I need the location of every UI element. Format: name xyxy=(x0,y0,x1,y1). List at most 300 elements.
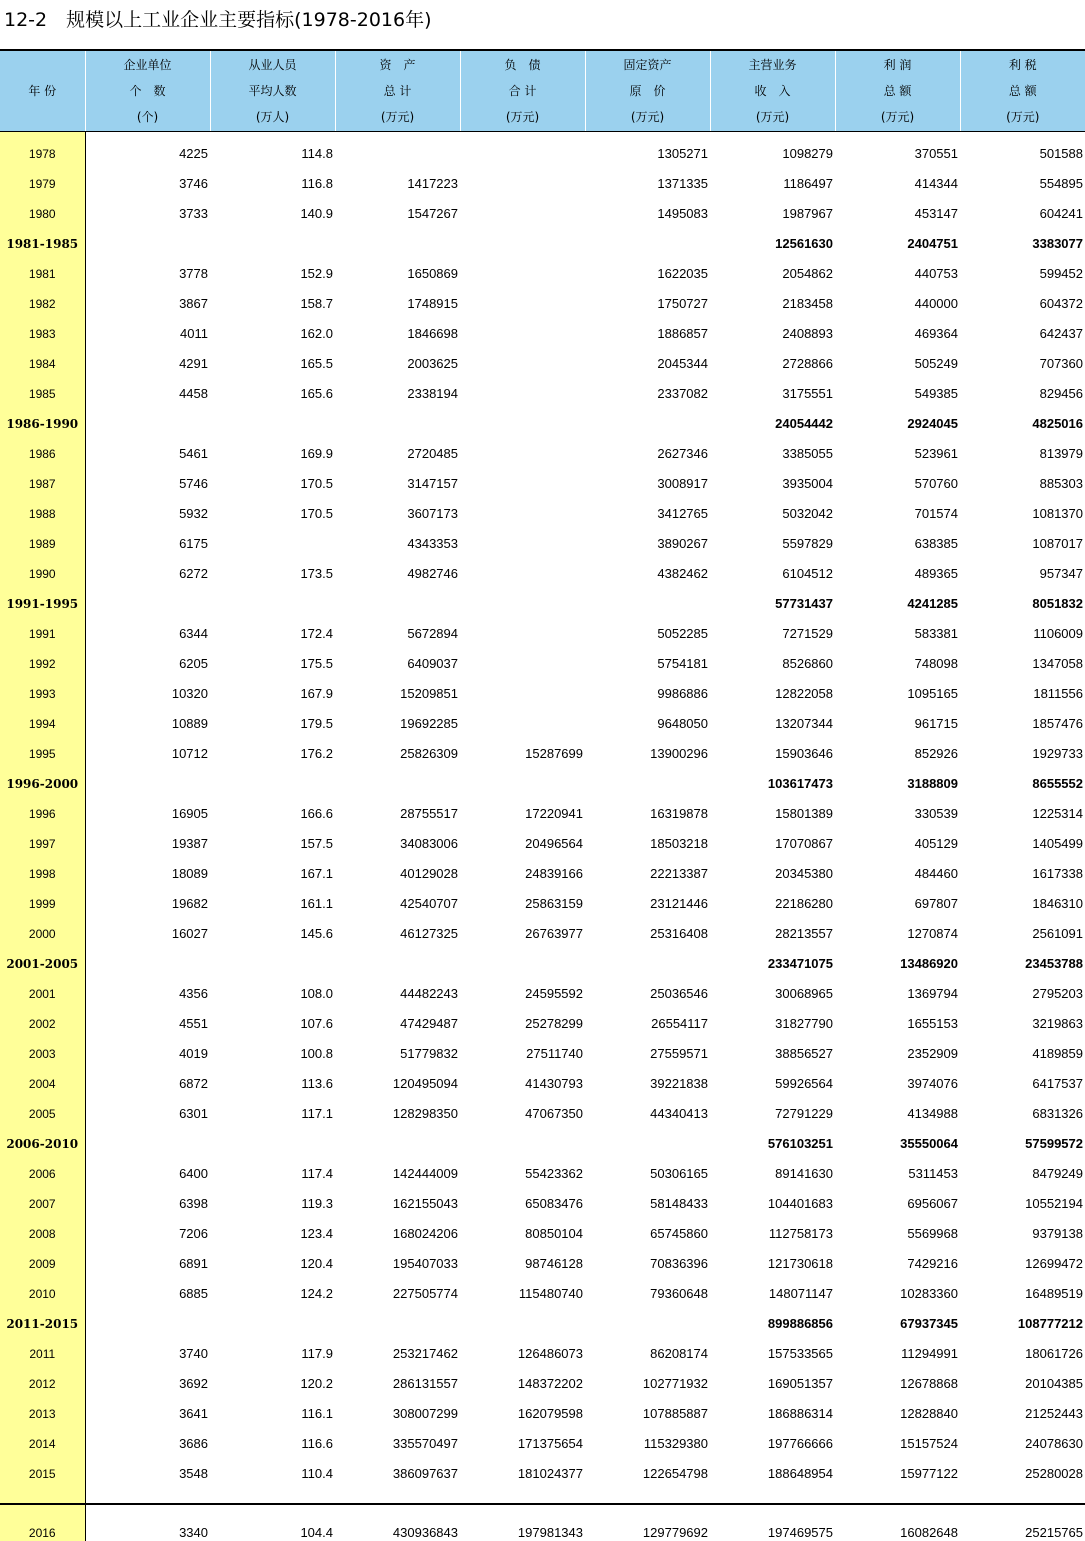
cell-fixed-assets: 2045344 xyxy=(585,342,710,372)
cell-enterprise-count: 3778 xyxy=(85,252,210,282)
cell-year: 2015 xyxy=(0,1452,85,1482)
cell-total-liabilities xyxy=(460,432,585,462)
cell-fixed-assets xyxy=(585,1122,710,1152)
table-row xyxy=(0,252,1085,282)
cell-profit-tax: 20104385 xyxy=(960,1362,1085,1392)
cell-total-liabilities xyxy=(460,342,585,372)
cell-fixed-assets: 4382462 xyxy=(585,552,710,582)
header-fixed-assets-line1: 固定资产 xyxy=(586,52,710,78)
cell-total-profit: 570760 xyxy=(835,462,960,492)
cell-employees: 107.6 xyxy=(210,1002,335,1032)
cell-total-assets: 335570497 xyxy=(335,1422,460,1452)
cell-fixed-assets: 1750727 xyxy=(585,282,710,312)
table-row xyxy=(0,1032,1085,1062)
cell-total-profit: 12828840 xyxy=(835,1392,960,1422)
cell-year: 1982 xyxy=(0,282,85,312)
table-row xyxy=(0,1422,1085,1452)
cell-total-assets: 142444009 xyxy=(335,1152,460,1182)
cell-total-profit: 484460 xyxy=(835,852,960,882)
cell-main-revenue: 28213557 xyxy=(710,912,835,942)
cell-fixed-assets: 44340413 xyxy=(585,1092,710,1122)
cell-enterprise-count: 6175 xyxy=(85,522,210,552)
cell-employees: 116.8 xyxy=(210,162,335,192)
cell-enterprise-count: 5932 xyxy=(85,492,210,522)
cell-total-assets: 1547267 xyxy=(335,192,460,222)
cell-fixed-assets: 22213387 xyxy=(585,852,710,882)
cell-main-revenue: 157533565 xyxy=(710,1332,835,1362)
cell-main-revenue: 104401683 xyxy=(710,1182,835,1212)
cell-total-assets: 120495094 xyxy=(335,1062,460,1092)
cell-fixed-assets: 58148433 xyxy=(585,1182,710,1212)
cell-employees: 169.9 xyxy=(210,432,335,462)
header-fixed-assets-line2: 原 价 xyxy=(586,78,710,104)
cell-fixed-assets: 2337082 xyxy=(585,372,710,402)
cell-fixed-assets: 115329380 xyxy=(585,1422,710,1452)
cell-main-revenue: 169051357 xyxy=(710,1362,835,1392)
header-total-profit xyxy=(835,51,960,131)
cell-total-liabilities: 148372202 xyxy=(460,1362,585,1392)
cell-employees: 172.4 xyxy=(210,612,335,642)
cell-profit-tax: 829456 xyxy=(960,372,1085,402)
table-row xyxy=(0,462,1085,492)
cell-year: 2008 xyxy=(0,1212,85,1242)
cell-employees xyxy=(210,522,335,552)
cell-year: 2002 xyxy=(0,1002,85,1032)
header-enterprise-count-line3: (个) xyxy=(86,104,210,130)
cell-employees: 110.4 xyxy=(210,1452,335,1482)
cell-profit-tax: 1405499 xyxy=(960,822,1085,852)
cell-enterprise-count: 4551 xyxy=(85,1002,210,1032)
cell-fixed-assets: 18503218 xyxy=(585,822,710,852)
cell-main-revenue: 1186497 xyxy=(710,162,835,192)
cell-profit-tax: 18061726 xyxy=(960,1332,1085,1362)
cell-year: 2001 xyxy=(0,972,85,1002)
cell-total-assets: 15209851 xyxy=(335,672,460,702)
cell-main-revenue: 3935004 xyxy=(710,462,835,492)
cell-main-revenue: 103617473 xyxy=(710,762,835,792)
cell-main-revenue: 197766666 xyxy=(710,1422,835,1452)
cell-year: 1978 xyxy=(0,131,85,162)
cell-total-profit: 1095165 xyxy=(835,672,960,702)
table-row xyxy=(0,912,1085,942)
cell-total-liabilities: 25278299 xyxy=(460,1002,585,1032)
cell-main-revenue: 121730618 xyxy=(710,1242,835,1272)
cell-profit-tax: 1087017 xyxy=(960,522,1085,552)
cell-fixed-assets: 1371335 xyxy=(585,162,710,192)
table-group-row xyxy=(0,402,1085,432)
cell-total-profit xyxy=(835,1482,960,1511)
cell-fixed-assets: 39221838 xyxy=(585,1062,710,1092)
cell-total-assets: 253217462 xyxy=(335,1332,460,1362)
cell-year: 2004 xyxy=(0,1062,85,1092)
header-total-profit-line3: (万元) xyxy=(836,104,960,130)
cell-year: 2006-2010 xyxy=(0,1122,85,1152)
table-header xyxy=(0,51,1085,131)
cell-total-profit: 4241285 xyxy=(835,582,960,612)
cell-main-revenue: 15801389 xyxy=(710,792,835,822)
cell-total-liabilities xyxy=(460,162,585,192)
cell-enterprise-count: 10712 xyxy=(85,732,210,762)
cell-year: 1991-1995 xyxy=(0,582,85,612)
header-main-revenue xyxy=(710,51,835,131)
cell-main-revenue: 2408893 xyxy=(710,312,835,342)
cell-total-liabilities xyxy=(460,702,585,732)
cell-total-profit: 13486920 xyxy=(835,942,960,972)
cell-total-profit: 638385 xyxy=(835,522,960,552)
cell-profit-tax: 4825016 xyxy=(960,402,1085,432)
header-profit-tax-line2: 总 额 xyxy=(961,78,1085,104)
cell-profit-tax: 25280028 xyxy=(960,1452,1085,1482)
cell-total-assets xyxy=(335,222,460,252)
cell-total-assets: 1417223 xyxy=(335,162,460,192)
cell-fixed-assets xyxy=(585,1482,710,1511)
cell-main-revenue: 2728866 xyxy=(710,342,835,372)
cell-total-liabilities xyxy=(460,192,585,222)
cell-fixed-assets: 1622035 xyxy=(585,252,710,282)
header-total-profit-line1: 利 润 xyxy=(836,52,960,78)
cell-enterprise-count: 10889 xyxy=(85,702,210,732)
header-enterprise-count-line1: 企业单位 xyxy=(86,52,210,78)
cell-total-assets: 286131557 xyxy=(335,1362,460,1392)
cell-total-profit: 440753 xyxy=(835,252,960,282)
table-row xyxy=(0,702,1085,732)
cell-total-profit: 414344 xyxy=(835,162,960,192)
cell-total-liabilities: 55423362 xyxy=(460,1152,585,1182)
cell-profit-tax: 8479249 xyxy=(960,1152,1085,1182)
cell-total-assets: 47429487 xyxy=(335,1002,460,1032)
cell-total-profit: 67937345 xyxy=(835,1302,960,1332)
cell-fixed-assets: 122654798 xyxy=(585,1452,710,1482)
cell-enterprise-count: 3548 xyxy=(85,1452,210,1482)
header-employees-line3: (万人) xyxy=(211,104,335,130)
cell-total-profit: 4134988 xyxy=(835,1092,960,1122)
table-row xyxy=(0,672,1085,702)
cell-total-assets: 308007299 xyxy=(335,1392,460,1422)
cell-total-liabilities: 15287699 xyxy=(460,732,585,762)
cell-employees: 165.6 xyxy=(210,372,335,402)
cell-fixed-assets xyxy=(585,1302,710,1332)
cell-year: 2012 xyxy=(0,1362,85,1392)
cell-total-profit: 370551 xyxy=(835,131,960,162)
cell-year: 2001-2005 xyxy=(0,942,85,972)
cell-employees: 145.6 xyxy=(210,912,335,942)
cell-profit-tax: 599452 xyxy=(960,252,1085,282)
cell-total-profit: 2352909 xyxy=(835,1032,960,1062)
cell-year: 1998 xyxy=(0,852,85,882)
table-body xyxy=(0,131,1085,1541)
cell-total-assets: 6409037 xyxy=(335,642,460,672)
table-group-row xyxy=(0,1122,1085,1152)
cell-profit-tax: 604241 xyxy=(960,192,1085,222)
cell-employees: 175.5 xyxy=(210,642,335,672)
cell-fixed-assets: 107885887 xyxy=(585,1392,710,1422)
table-row xyxy=(0,492,1085,522)
cell-total-assets xyxy=(335,1302,460,1332)
cell-year: 1992 xyxy=(0,642,85,672)
cell-total-assets: 168024206 xyxy=(335,1212,460,1242)
cell-enterprise-count: 6885 xyxy=(85,1272,210,1302)
cell-enterprise-count xyxy=(85,762,210,792)
cell-enterprise-count: 5746 xyxy=(85,462,210,492)
cell-employees: 173.5 xyxy=(210,552,335,582)
cell-main-revenue: 12561630 xyxy=(710,222,835,252)
cell-total-profit: 469364 xyxy=(835,312,960,342)
cell-total-assets: 1650869 xyxy=(335,252,460,282)
cell-main-revenue: 148071147 xyxy=(710,1272,835,1302)
cell-total-profit: 453147 xyxy=(835,192,960,222)
cell-total-assets xyxy=(335,131,460,162)
cell-enterprise-count xyxy=(85,1122,210,1152)
cell-total-liabilities xyxy=(460,372,585,402)
table-row xyxy=(0,642,1085,672)
cell-profit-tax: 25215765 xyxy=(960,1511,1085,1541)
cell-profit-tax: 1225314 xyxy=(960,792,1085,822)
cell-profit-tax: 1617338 xyxy=(960,852,1085,882)
table-row xyxy=(0,1482,1085,1511)
cell-total-liabilities xyxy=(460,402,585,432)
table-row xyxy=(0,972,1085,1002)
cell-total-liabilities xyxy=(460,222,585,252)
cell-profit-tax: 6417537 xyxy=(960,1062,1085,1092)
cell-year: 1980 xyxy=(0,192,85,222)
cell-enterprise-count: 5461 xyxy=(85,432,210,462)
cell-total-liabilities: 162079598 xyxy=(460,1392,585,1422)
cell-enterprise-count xyxy=(85,402,210,432)
cell-profit-tax: 1106009 xyxy=(960,612,1085,642)
cell-profit-tax: 2561091 xyxy=(960,912,1085,942)
cell-total-profit: 3188809 xyxy=(835,762,960,792)
cell-year: 2011-2015 xyxy=(0,1302,85,1332)
cell-total-profit: 583381 xyxy=(835,612,960,642)
cell-total-liabilities: 181024377 xyxy=(460,1452,585,1482)
cell-profit-tax: 9379138 xyxy=(960,1212,1085,1242)
cell-fixed-assets xyxy=(585,402,710,432)
cell-employees: 113.6 xyxy=(210,1062,335,1092)
header-profit-tax-line3: (万元) xyxy=(961,104,1085,130)
cell-profit-tax: 1347058 xyxy=(960,642,1085,672)
table-row xyxy=(0,732,1085,762)
cell-enterprise-count xyxy=(85,1302,210,1332)
cell-total-assets: 2720485 xyxy=(335,432,460,462)
cell-total-assets: 386097637 xyxy=(335,1452,460,1482)
cell-employees: 170.5 xyxy=(210,492,335,522)
cell-employees: 162.0 xyxy=(210,312,335,342)
cell-main-revenue: 30068965 xyxy=(710,972,835,1002)
cell-enterprise-count: 6344 xyxy=(85,612,210,642)
cell-total-assets: 19692285 xyxy=(335,702,460,732)
cell-enterprise-count: 3686 xyxy=(85,1422,210,1452)
cell-total-assets: 46127325 xyxy=(335,912,460,942)
header-year-line1 xyxy=(0,52,85,78)
cell-year: 1981-1985 xyxy=(0,222,85,252)
cell-total-assets: 128298350 xyxy=(335,1092,460,1122)
cell-enterprise-count: 3746 xyxy=(85,162,210,192)
header-main-revenue-line3: (万元) xyxy=(711,104,835,130)
cell-employees xyxy=(210,1122,335,1152)
table-row xyxy=(0,131,1085,162)
cell-main-revenue: 7271529 xyxy=(710,612,835,642)
cell-main-revenue: 13207344 xyxy=(710,702,835,732)
cell-year: 1986-1990 xyxy=(0,402,85,432)
cell-profit-tax: 6831326 xyxy=(960,1092,1085,1122)
cell-total-liabilities xyxy=(460,282,585,312)
cell-employees: 179.5 xyxy=(210,702,335,732)
cell-enterprise-count: 19682 xyxy=(85,882,210,912)
cell-year: 1993 xyxy=(0,672,85,702)
cell-profit-tax: 1081370 xyxy=(960,492,1085,522)
cell-total-liabilities: 197981343 xyxy=(460,1511,585,1541)
cell-total-liabilities: 171375654 xyxy=(460,1422,585,1452)
cell-total-profit: 5311453 xyxy=(835,1152,960,1182)
cell-total-assets xyxy=(335,402,460,432)
cell-profit-tax: 1929733 xyxy=(960,732,1085,762)
cell-employees: 114.8 xyxy=(210,131,335,162)
header-year xyxy=(0,51,85,131)
cell-total-liabilities: 80850104 xyxy=(460,1212,585,1242)
table-row xyxy=(0,1332,1085,1362)
cell-year: 1995 xyxy=(0,732,85,762)
cell-total-assets: 1846698 xyxy=(335,312,460,342)
header-total-assets-line1: 资 产 xyxy=(336,52,460,78)
cell-fixed-assets xyxy=(585,762,710,792)
cell-year: 2014 xyxy=(0,1422,85,1452)
cell-total-liabilities: 98746128 xyxy=(460,1242,585,1272)
cell-year: 2000 xyxy=(0,912,85,942)
cell-year: 1988 xyxy=(0,492,85,522)
cell-year: 1985 xyxy=(0,372,85,402)
cell-fixed-assets: 5052285 xyxy=(585,612,710,642)
cell-enterprise-count: 3733 xyxy=(85,192,210,222)
cell-total-liabilities xyxy=(460,642,585,672)
cell-total-liabilities xyxy=(460,131,585,162)
cell-enterprise-count: 18089 xyxy=(85,852,210,882)
cell-total-assets: 44482243 xyxy=(335,972,460,1002)
cell-main-revenue: 22186280 xyxy=(710,882,835,912)
cell-profit-tax: 8655552 xyxy=(960,762,1085,792)
cell-profit-tax: 1811556 xyxy=(960,672,1085,702)
table-row xyxy=(0,162,1085,192)
cell-total-assets xyxy=(335,942,460,972)
cell-fixed-assets: 27559571 xyxy=(585,1032,710,1062)
cell-year: 2016 xyxy=(0,1511,85,1541)
cell-profit-tax: 707360 xyxy=(960,342,1085,372)
header-employees-line1: 从业人员 xyxy=(211,52,335,78)
table-row xyxy=(0,1511,1085,1541)
cell-total-profit: 7429216 xyxy=(835,1242,960,1272)
cell-employees: 108.0 xyxy=(210,972,335,1002)
cell-main-revenue: 12822058 xyxy=(710,672,835,702)
header-profit-tax xyxy=(960,51,1085,131)
cell-enterprise-count: 4458 xyxy=(85,372,210,402)
cell-main-revenue: 2054862 xyxy=(710,252,835,282)
header-enterprise-count xyxy=(85,51,210,131)
header-main-revenue-line1: 主营业务 xyxy=(711,52,835,78)
cell-profit-tax: 23453788 xyxy=(960,942,1085,972)
cell-main-revenue: 31827790 xyxy=(710,1002,835,1032)
cell-employees: 167.1 xyxy=(210,852,335,882)
cell-employees: 116.1 xyxy=(210,1392,335,1422)
cell-total-liabilities: 41430793 xyxy=(460,1062,585,1092)
header-fixed-assets-line3: (万元) xyxy=(586,104,710,130)
cell-total-profit: 3974076 xyxy=(835,1062,960,1092)
cell-employees: 123.4 xyxy=(210,1212,335,1242)
table-row xyxy=(0,1002,1085,1032)
cell-profit-tax: 554895 xyxy=(960,162,1085,192)
header-main-revenue-line2: 收 入 xyxy=(711,78,835,104)
table-group-row xyxy=(0,222,1085,252)
table-row xyxy=(0,342,1085,372)
cell-total-liabilities xyxy=(460,612,585,642)
cell-profit-tax: 604372 xyxy=(960,282,1085,312)
cell-total-profit: 12678868 xyxy=(835,1362,960,1392)
cell-fixed-assets: 79360648 xyxy=(585,1272,710,1302)
cell-fixed-assets: 1495083 xyxy=(585,192,710,222)
table-row xyxy=(0,192,1085,222)
cell-year: 1986 xyxy=(0,432,85,462)
cell-enterprise-count: 16027 xyxy=(85,912,210,942)
cell-total-liabilities xyxy=(460,1302,585,1332)
cell-total-liabilities xyxy=(460,552,585,582)
header-profit-tax-line1: 利 税 xyxy=(961,52,1085,78)
cell-fixed-assets: 3890267 xyxy=(585,522,710,552)
cell-total-liabilities xyxy=(460,942,585,972)
cell-total-profit: 489365 xyxy=(835,552,960,582)
cell-total-assets: 4982746 xyxy=(335,552,460,582)
cell-enterprise-count: 6872 xyxy=(85,1062,210,1092)
table-row xyxy=(0,1242,1085,1272)
cell-total-assets: 195407033 xyxy=(335,1242,460,1272)
cell-total-liabilities: 115480740 xyxy=(460,1272,585,1302)
cell-employees: 116.6 xyxy=(210,1422,335,1452)
indicator-table xyxy=(0,51,1085,1541)
cell-total-profit: 405129 xyxy=(835,822,960,852)
cell-total-liabilities: 126486073 xyxy=(460,1332,585,1362)
cell-total-assets xyxy=(335,1482,460,1511)
cell-fixed-assets: 3008917 xyxy=(585,462,710,492)
header-row xyxy=(0,51,1085,131)
cell-year: 2013 xyxy=(0,1392,85,1422)
cell-total-liabilities: 26763977 xyxy=(460,912,585,942)
cell-main-revenue: 2183458 xyxy=(710,282,835,312)
cell-fixed-assets: 23121446 xyxy=(585,882,710,912)
cell-total-profit: 2404751 xyxy=(835,222,960,252)
cell-total-assets: 162155043 xyxy=(335,1182,460,1212)
cell-enterprise-count: 4019 xyxy=(85,1032,210,1062)
table-group-row xyxy=(0,762,1085,792)
table-row xyxy=(0,852,1085,882)
cell-main-revenue: 15903646 xyxy=(710,732,835,762)
cell-enterprise-count: 3641 xyxy=(85,1392,210,1422)
cell-total-liabilities: 65083476 xyxy=(460,1182,585,1212)
cell-enterprise-count: 3740 xyxy=(85,1332,210,1362)
cell-enterprise-count: 6205 xyxy=(85,642,210,672)
cell-fixed-assets: 5754181 xyxy=(585,642,710,672)
cell-year: 2003 xyxy=(0,1032,85,1062)
cell-fixed-assets: 50306165 xyxy=(585,1152,710,1182)
cell-total-liabilities xyxy=(460,1482,585,1511)
cell-enterprise-count: 3692 xyxy=(85,1362,210,1392)
cell-employees: 161.1 xyxy=(210,882,335,912)
header-employees xyxy=(210,51,335,131)
cell-year: 1981 xyxy=(0,252,85,282)
table-group-row xyxy=(0,1302,1085,1332)
cell-employees: 120.4 xyxy=(210,1242,335,1272)
cell-fixed-assets: 102771932 xyxy=(585,1362,710,1392)
cell-enterprise-count xyxy=(85,222,210,252)
cell-year: 1989 xyxy=(0,522,85,552)
cell-employees: 152.9 xyxy=(210,252,335,282)
cell-total-assets: 28755517 xyxy=(335,792,460,822)
